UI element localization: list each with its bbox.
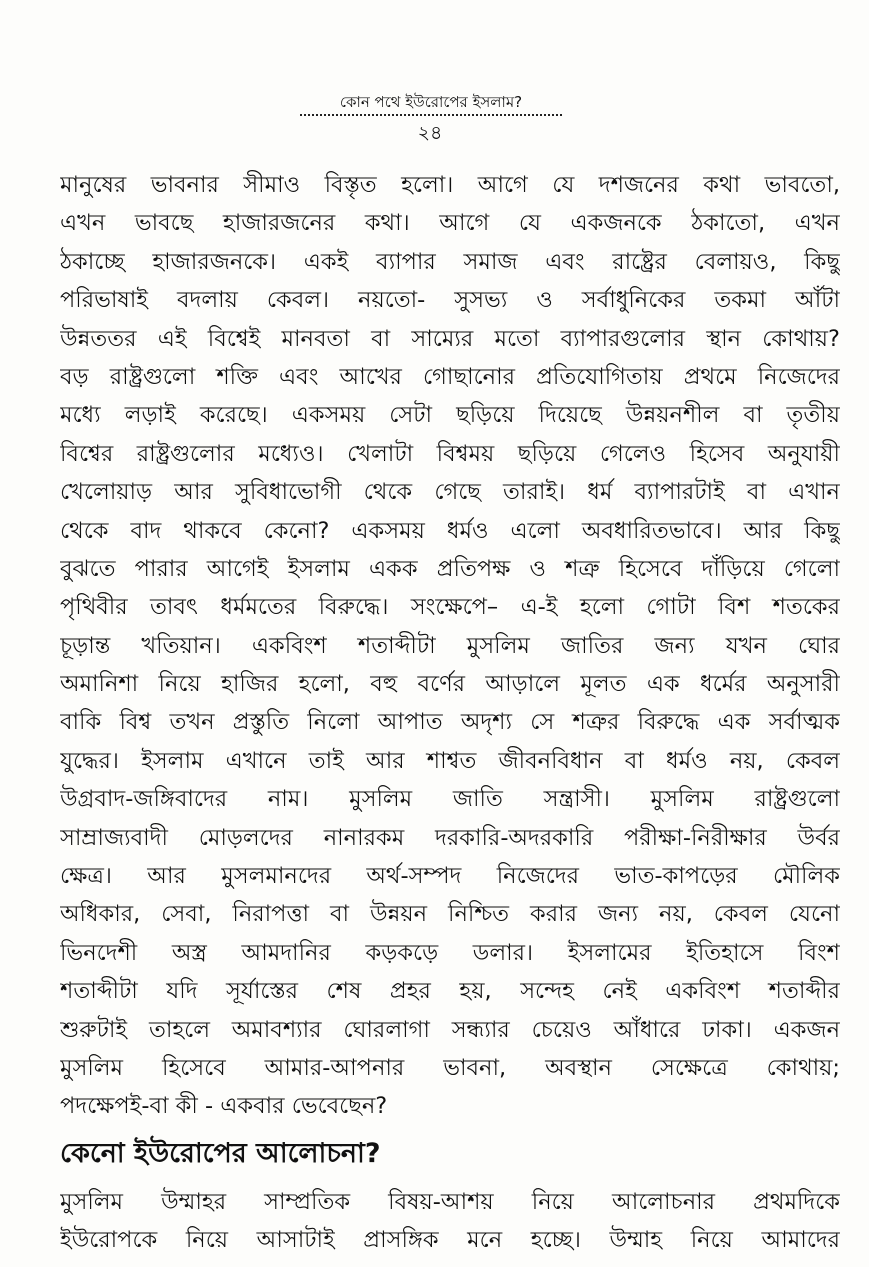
header-dotted-rule bbox=[300, 114, 562, 116]
text-line: ক্ষেত্র। আর মুসলমানদের অর্থ-সম্পদ নিজেদের ভাত-কাপড়ের মৌলিক bbox=[60, 863, 840, 890]
text-line: পৃথিবীর তাবৎ ধর্মমতের বিরুদ্ধে। সংক্ষেপে– এ-ই হলো গোটা বিশ শতকের bbox=[60, 594, 840, 621]
text-line: বাকি বিশ্ব তখন প্রস্তুতি নিলো আপাত অদৃশ্য সে শত্রুর বিরুদ্ধে এক সর্বাত্মক bbox=[60, 709, 840, 736]
text-line: ইউরোপকে নিয়ে আসাটাই প্রাসঙ্গিক মনে হচ্ছে। উম্মাহ নিয়ে আমাদের bbox=[60, 1227, 840, 1254]
text-line: উগ্রবাদ-জঙ্গিবাদের নাম। মুসলিম জাতি সন্ত্রাসী। মুসলিম রাষ্ট্রগুলো bbox=[60, 786, 840, 813]
text-line: পদক্ষেপই-বা কী - একবার ভেবেছেন? bbox=[60, 1093, 388, 1120]
text-line: উন্নততর এই বিশ্বেই মানবতা বা সাম্যের মতো ব্যাপারগুলোর স্থান কোথায়? bbox=[60, 325, 840, 352]
text-line: শুরুটাই তাহলে অমাবশ্যার ঘোরলাগা সন্ধ্যার চেয়েও আঁধারে ঢাকা। একজন bbox=[60, 1016, 840, 1043]
section-heading: কেনো ইউরোপের আলোচনা? bbox=[60, 1138, 381, 1169]
text-line: সাম্রাজ্যবাদী মোড়লদের নানারকম দরকারি-অদরকারি পরীক্ষা-নিরীক্ষার উর্বর bbox=[60, 824, 840, 851]
text-line: ভিনদেশী অস্ত্র আমদানির কড়কড়ে ডলার। ইসলামের ইতিহাসে বিংশ bbox=[60, 939, 840, 966]
text-line: অমানিশা নিয়ে হাজির হলো, বহু বর্ণের আড়ালে মূলত এক ধর্মের অনুসারী bbox=[60, 671, 840, 698]
text-line: বিশ্বের রাষ্ট্রগুলোর মধ্যেও। খেলাটা বিশ্বময় ছড়িয়ে গেলেও হিসেব অনুযায়ী bbox=[60, 440, 840, 467]
text-line: শতাব্দীটা যদি সূর্যাস্তের শেষ প্রহর হয়, সন্দেহ নেই একবিংশ শতাব্দীর bbox=[60, 978, 840, 1005]
text-line: এখন ভাবছে হাজারজনের কথা। আগে যে একজনকে ঠকাতো, এখন bbox=[60, 210, 840, 237]
text-line: থেকে বাদ থাকবে কেনো? একসময় ধর্মও এলো অবধারিতভাবে। আর কিছু bbox=[60, 517, 840, 544]
text-line: মুসলিম উম্মাহর সাম্প্রতিক বিষয়-আশয় নিয়ে আলোচনার প্রথমদিকে bbox=[60, 1189, 840, 1215]
text-line: পরিভাষাই বদলায় কেবল। নয়তো- সুসভ্য ও সর্বাধুনিকের তকমা আঁটা bbox=[60, 287, 840, 314]
text-line: অধিকার, সেবা, নিরাপত্তা বা উন্নয়ন নিশ্চিত করার জন্য নয়, কেবল যেনো bbox=[60, 901, 840, 928]
text-line: বুঝতে পারার আগেই ইসলাম একক প্রতিপক্ষ ও শত্রু হিসেবে দাঁড়িয়ে গেলো bbox=[60, 555, 840, 582]
body-paragraph bbox=[60, 166, 840, 1126]
text-line: বড় রাষ্ট্রগুলো শক্তি এবং আখের গোছানোর প্রতিযোগিতায় প্রথমে নিজেদের bbox=[60, 363, 840, 390]
text-line: মুসলিম হিসেবে আমার-আপনার ভাবনা, অবস্থান সেক্ষেত্রে কোথায়; bbox=[60, 1054, 840, 1081]
text-line: চূড়ান্ত খতিয়ান। একবিংশ শতাব্দীটা মুসলিম জাতির জন্য যখন ঘোর bbox=[60, 632, 840, 659]
text-line: মানুষের ভাবনার সীমাও বিস্তৃত হলো। আগে যে দশজনের কথা ভাবতো, bbox=[60, 172, 840, 198]
text-line: খেলোয়াড় আর সুবিধাভোগী থেকে গেছে তারাই। ধর্ম ব্যাপারটাই বা এখান bbox=[60, 479, 840, 506]
running-head-title: কোন পথে ইউরোপের ইসলাম? bbox=[339, 93, 523, 111]
text-line: যুদ্ধের। ইসলাম এখানে তাই আর শাশ্বত জীবনবিধান বা ধর্মও নয়, কেবল bbox=[60, 747, 840, 774]
text-line: মধ্যে লড়াই করেছে। একসময় সেটা ছড়িয়ে দিয়েছে উন্নয়নশীল বা তৃতীয় bbox=[60, 402, 840, 429]
text-line: ঠকাচ্ছে হাজারজনকে। একই ব্যাপার সমাজ এবং রাষ্ট্রের বেলায়ও, কিছু bbox=[60, 248, 840, 275]
section-paragraph bbox=[60, 1183, 840, 1260]
page-number: ২৪ bbox=[417, 122, 443, 144]
